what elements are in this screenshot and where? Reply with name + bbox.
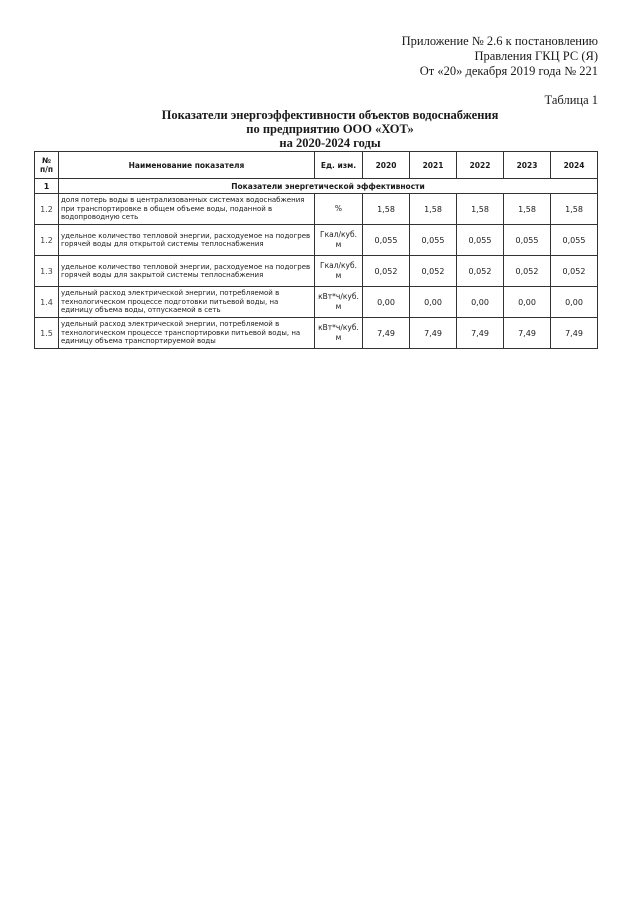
- title-line-2: по предприятию ООО «ХОТ»: [246, 122, 414, 136]
- header-year-2022: 2022: [457, 152, 504, 179]
- row-num: 1.4: [35, 287, 59, 318]
- table-row: [35, 287, 598, 318]
- row-value-2021: 0,00: [410, 287, 457, 318]
- header-unit: Ед. изм.: [315, 152, 363, 179]
- header-year-2024: 2024: [551, 152, 598, 179]
- row-indicator-name: удельное количество тепловой энергии, расходуемое на подогрев горячей воды для открытой системы теплоснабжения: [59, 225, 315, 256]
- header-year-2021: 2021: [410, 152, 457, 179]
- row-value-2024: 0,052: [551, 256, 598, 287]
- row-indicator-name: удельный расход электрической энергии, потребляемой в технологическом процессе транспортировки питьевой воды, на единицу объема транспортируемой воды: [59, 318, 315, 349]
- appendix-line: Приложение № 2.6 к постановлению: [401, 34, 598, 48]
- row-value-2024: 1,58: [551, 194, 598, 225]
- row-value-2021: 0,052: [410, 256, 457, 287]
- table-label: Таблица 1: [544, 93, 598, 107]
- header-num: № п/п: [35, 152, 59, 179]
- row-value-2021: 7,49: [410, 318, 457, 349]
- section-title: Показатели энергетической эффективности: [59, 179, 598, 194]
- row-value-2024: 0,00: [551, 287, 598, 318]
- row-value-2021: 0,055: [410, 225, 457, 256]
- row-value-2023: 0,052: [504, 256, 551, 287]
- row-value-2023: 0,055: [504, 225, 551, 256]
- table-row: [35, 318, 598, 349]
- title-line-3: на 2020-2024 годы: [279, 136, 381, 150]
- section-num: 1: [35, 179, 59, 194]
- row-unit: кВт*ч/куб. м: [315, 287, 363, 318]
- title-line-1: Показатели энергоэффективности объектов водоснабжения: [161, 108, 499, 122]
- row-num: 1.2: [35, 225, 59, 256]
- header-year-2023: 2023: [504, 152, 551, 179]
- row-indicator-name: удельный расход электрической энергии, потребляемой в технологическом процессе подготовки питьевой воды, на единицу объема воды, отпускаемой в сеть: [59, 287, 315, 318]
- header-name: Наименование показателя: [59, 152, 315, 179]
- row-value-2024: 0,055: [551, 225, 598, 256]
- section-row: [35, 179, 598, 194]
- row-value-2023: 1,58: [504, 194, 551, 225]
- row-value-2022: 7,49: [457, 318, 504, 349]
- row-value-2022: 1,58: [457, 194, 504, 225]
- row-unit: Гкал/куб. м: [315, 225, 363, 256]
- table-row: [35, 256, 598, 287]
- board-line: Правления ГКЦ РС (Я): [474, 49, 598, 63]
- header-year-2020: 2020: [363, 152, 410, 179]
- row-value-2021: 1,58: [410, 194, 457, 225]
- row-unit: кВт*ч/куб. м: [315, 318, 363, 349]
- row-value-2020: 0,055: [363, 225, 410, 256]
- row-indicator-name: удельное количество тепловой энергии, расходуемое на подогрев горячей воды для закрытой системы теплоснабжения: [59, 256, 315, 287]
- row-value-2023: 0,00: [504, 287, 551, 318]
- table-row: [35, 225, 598, 256]
- table-row: [35, 194, 598, 225]
- document-title: [60, 108, 600, 150]
- row-value-2020: 0,052: [363, 256, 410, 287]
- row-value-2024: 7,49: [551, 318, 598, 349]
- row-num: 1.5: [35, 318, 59, 349]
- appendix-header: [402, 34, 598, 79]
- row-value-2022: 0,052: [457, 256, 504, 287]
- row-num: 1.2: [35, 194, 59, 225]
- indicators-table: [34, 151, 598, 349]
- row-value-2020: 7,49: [363, 318, 410, 349]
- row-value-2020: 1,58: [363, 194, 410, 225]
- row-value-2023: 7,49: [504, 318, 551, 349]
- row-value-2020: 0,00: [363, 287, 410, 318]
- row-value-2022: 0,055: [457, 225, 504, 256]
- row-unit: %: [315, 194, 363, 225]
- row-unit: Гкал/куб. м: [315, 256, 363, 287]
- row-value-2022: 0,00: [457, 287, 504, 318]
- row-num: 1.3: [35, 256, 59, 287]
- row-indicator-name: доля потерь воды в централизованных системах водоснабжения при транспортировке в общем объеме воды, поданной в водопроводную сеть: [59, 194, 315, 225]
- table-header-row: [35, 152, 598, 179]
- date-line: От «20» декабря 2019 года № 221: [419, 64, 598, 78]
